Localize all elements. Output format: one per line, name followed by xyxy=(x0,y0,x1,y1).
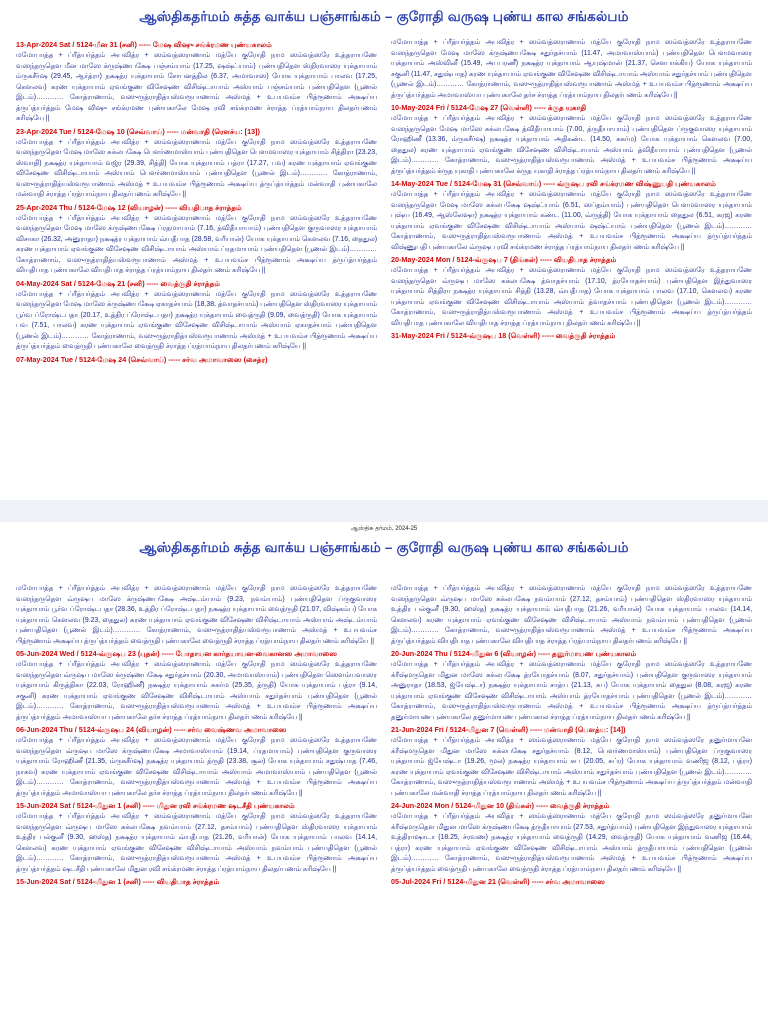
sankalpam-entry xyxy=(16,723,377,799)
entry-date-heading: 07-May-2024 Tue / 5124-மேஷ 24 (செவ்வாய்) ----- சர்வ அமாவாஸை (சைத்ர) xyxy=(16,354,268,364)
entry-body-text: மமோபாத்த + ப்ரீத்யர்த்தம் அபவித்ர + ஸம்வத்ஸராணாம் மத்யே குரோதி நாம ஸம்வத்ஸரே உத்தராயணே வஸந்தருதௌ மேஷ மாஸே க்ருஷ்ணபக்ஷே சதுர்தச்யாம் (11.47, அமாவாஸ்யாம்) புண்யதிதௌ பௌமவாஸர யுக்தாயாம் அஸ்வினீ (15.49, அபபரணீ) நக்ஷத்ர யுக்தாயாம் ஆயுஷ்மான் (21.37, சௌபாக்கிய) யோக யுக்தாயாம் சகுனி (11.47, சதுஷ்பாத) கரண யுக்தாயாம் ஏவங்குண விசேஷண விசிஷ்டாயாம் அஸ்யாம் சதுர்தச்யாம் புண்யதிதௌ (பூணல் இடம்)………… கோத்ராணாம், வஸுருத்ராதித்யஸ்வரூபாணாம் அஸ்மத் + உபயவம்ச பித்ரூணாம் அக்ஷய்ய த்ருப்த்யர்த்தம் அமாவாஸ்யா புண்யகாலே தர்ச ச்ராத்த ப்ரத்யாம்நாய திலதர்பணம் கரிஷ்யே || xyxy=(391,39,752,99)
entry-date-heading: 04-May-2024 Sat / 5124-மேஷ 21 (சனி) ----- வைத்ருதி ச்ராத்தம் xyxy=(16,278,221,288)
sankalpam-entry xyxy=(16,277,377,353)
sankalpam-entry xyxy=(391,875,752,888)
entry-date-heading: 10-May-2024 Fri / 5124-மேஷ 27 (வெள்ளி) ----- க்ருத யுகாதி xyxy=(391,103,587,112)
entry-body-text: மமோபாத்த + ப்ரீத்யர்த்தம் அபவித்ர + ஸம்வத்ஸராணாம் மத்யே குரோதி நாம ஸம்வத்ஸரே உத்தராயணே வஸந்தருதௌ வ்ருஷப மாஸே சுக்லபக்ஷே த்வாதச்யாம் (17.10, த்ரயோதச்யாம்) புண்யதிதௌ இந்துவாஸர யுக்தாயாம் சித்திரா நக்ஷத்ர யுக்தாயாம் சித்தி (13.28, வ்யதீபாத) யோக யுக்தாயாம் பாலவ (17.10, கௌலவ) கரண யுக்தாயாம் ஏவங்குண விசேஷண விசிஷ்டாயாம் அஸ்யாம் த்வாதச்யாம் புண்யதிதௌ (பூணல் இடம்)………… கோத்ராணாம், வஸுருத்ராதித்யஸ்வரூபாணாம் அஸ்மத் + உபயவம்ச பித்ரூணாம் அக்ஷய்ய த்ருப்த்யர்த்தம் வியதிபாத புண்யகாலே வியதிபாத ச்ராத்த ப்ரத்யாம்நாய திலதர்பணம் கரிஷ்யே || xyxy=(391,267,752,327)
sankalpam-entry xyxy=(16,38,377,125)
entry-date-heading: 31-May-2024 Fri / 5124-வ்ருஷப 18 (வெள்ளி) ----- வைத்ருதி ச்ராத்தம் xyxy=(391,331,616,340)
sankalpam-entry xyxy=(16,353,377,366)
entry-date-heading: 23-Apr-2024 Tue / 5124-மேஷ 10 (செவ்வாய்) ----- மன்வாதி (ரௌச்ய: [13]) xyxy=(16,126,260,136)
entry-body-text: மமோபாத்த + ப்ரீத்யர்த்தம் அபவித்ர + ஸம்வத்ஸராணாம் மத்யே குரோதி நாம ஸம்வத்ஸரே உத்தராயணே வஸந்தருதௌ மேஷ மாஸே சுக்லபக்ஷே ஷஷ்ட்யாம் (6.51, ஸப்தம்யாம்) புண்யதிதௌ பௌமவாஸர யுக்தாயாம் புஷ்ய (16.49, ஆஸ்லேஷா) நக்ஷத்ர யுக்தாயாம் கண்ட (11.00, வ்ருத்தி) யோக யுக்தாயாம் தைதுல (6.51, கரஜ) கரண யுக்தாயாம் ஏவங்குண விசேஷண விசிஷ்டாயாம் அஸ்யாம் ஷஷ்ட்யாம் புண்யதிதௌ (பூணல் இடம்)………… கோத்ராணாம், வஸுருத்ராதித்யஸ்வரூபாணாம் அஸ்மத் + உபயவம்ச பித்ரூணாம் அக்ஷய்ய த்ருப்த்யர்த்தம் விஷ்ணுபதி புண்யகாலே வ்ருஷப ரவி சங்க்ரமண ச்ராத்த ப்ரத்யாம்நாய திலதர்பணம் கரிஷ்யே || xyxy=(391,191,752,251)
entry-body-text: மமோபாத்த + ப்ரீத்யர்த்தம் அபவித்ர + ஸம்வத்ஸராணாம் மத்யே குரோதி நாம ஸம்வத்ஸரே உத்தராயணே வஸந்தருதௌ மேஷ மாஸே க்ருஷ்ணபக்ஷே ஏகாதச்யாம் (18.38, த்வாதச்யாம்) புண்யதிதௌ ஸ்திரவாஸர யுக்தாயாம் பூர்வ ப்ரோஷ்டபதா (20.17, உத்திர ப்ரோஷ்டபதா) நக்ஷத்ர யுக்தாயாம் வைத்ருதி (9.09, வைத்ருதி) யோக யுக்தாயாம் பவ (7.51, பாலவ) கரண யுக்தாயாம் ஏவங்குண விசேஷண விசிஷ்டாயாம் அஸ்யாம் ஏகாதச்யாம் புண்யதிதௌ (பூணல் இடம்)………… கோத்ராணாம், வஸுருத்ராதித்யஸ்வரூபாணாம் அஸ்மத் + உபயவம்ச பித்ரூணாம் அக்ஷய்ய த்ருப்த்யர்த்தம் வைத்ருதி புண்யகாலே வைத்ருதி ச்ராத்த ப்ரத்யாம்நாய திலதர்பணம் கரிஷ்யே || xyxy=(16,290,377,350)
entry-date-heading: 05-Jun-2024 Wed / 5124-வ்ருஷப 23 (புதன்) ----- போதாயன கார்தயாயன-வைகானஸ அமாவாஸை xyxy=(16,649,338,658)
entry-date-heading: 25-Apr-2024 Thu / 5124-மேஷ 12 (வியாழன்) ----- வியதிபாத ச்ராத்தம் xyxy=(16,202,242,212)
sankalpam-entry xyxy=(16,875,377,888)
entry-body-text: மமோபாத்த + ப்ரீத்யர்த்தம் அபவித்ர + ஸம்வத்ஸராணாம் மத்யே குரோதி நாம ஸம்வத்ஸரே உத்தராயணே வஸந்தருதௌ மேஷ மாஸே க்ருஷ்ணபக்ஷே ப்ரதமாயாம் (7.16, த்விதீயாயாம்) புண்யதிதௌ குருவாஸர யுக்தாயாம் விசாகா (26.32, அனுராதா) நக்ஷத்ர யுக்தாயாம் வ்யதீபாத (28.58, வரீயான்) யோக யுக்தாயாம் கௌலவ (7.16, தைதுல) கரண யுக்தாயாம் ஏவங்குண விசேஷண விசிஷ்டாயாம் அஸ்யாம் ப்ரதமாயாம் புண்யதிதௌ (பூணல் இடம்)………… கோத்ராணாம், வஸுருத்ராதித்யஸ்வரூபாணாம் அஸ்மத் + உபயவம்ச பித்ரூணாம் அக்ஷய்ய த்ருப்த்யர்த்தம் வியதிபாத புண்யகாலே வியதிபாத ச்ராத்த ப்ரத்யாம்நாய திலதர்பணம் கரிஷ்யே || xyxy=(16,214,377,274)
sankalpam-entry xyxy=(391,101,752,177)
entry-body-text: மமோபாத்த + ப்ரீத்யர்த்தம் அபவித்ர + ஸம்வத்ஸராணாம் மத்யே குரோதி நாம ஸம்வத்ஸரே உத்தராயணே க்ரீஷ்மருதௌ மிதுன மாஸே சுக்லபக்ஷே த்ரயோதச்யாம் (8.07, சதுர்தச்யாம்) புண்யதிதௌ குருவாஸர யுக்தாயாம் அனுராதா (18.53, ஜ்யேஷ்டா) நக்ஷத்ர யுக்தாயாம் சாத்ய (21.13, சுப) யோக யுக்தாயாம் தைதுல (8.08, கரஜ) கரண யுக்தாயாம் ஏவங்குண விசேஷண விசிஷ்டாயாம் அஸ்யாம் த்ரயோதச்யாம் புண்யதிதௌ (பூணல் இடம்)………… கோத்ராணாம், வஸுருத்ராதித்யஸ்வரூபாணாம் அஸ்மத் + உபயவம்ச பித்ரூணாம் அக்ஷய்ய த்ருப்த்யர்த்தம் தனுர்மாயண புண்யகாலே தனுர்மாயண புண்யகால ச்ராத்த ப்ரத்யாம்நாய திலதர்பணம் கரிஷ்யே || xyxy=(391,661,752,721)
sankalpam-entry xyxy=(391,799,752,875)
sankalpam-entry xyxy=(16,201,377,277)
left-column xyxy=(16,584,377,1024)
running-header: ஆஸ்திக தர்மம், 2024-25 xyxy=(350,526,418,532)
entry-body-text: மமோபாத்த + ப்ரீத்யர்த்தம் அபவித்ர + ஸம்வத்ஸராணாம் மத்யே குரோதி நாம ஸம்வத்ஸரே உத்தராயணே வஸந்தருதௌ வ்ருஷப மாஸே சுக்லபக்ஷே நவம்யாம் (27.12, தசம்யாம்) புண்யதிதௌ ஸ்திரவாஸர யுக்தாயாம் உத்திர பல்குனீ (9.30, ஹஸ்த) நக்ஷத்ர யுக்தாயாம் வ்யதீபாத (21.26, வரீயான்) யோக யுக்தாயாம் பாலவ (14.14, கௌலவ) கரண யுக்தாயாம் ஏவங்குண விசேஷண விசிஷ்டாயாம் அஸ்யாம் நவம்யாம் புண்யதிதௌ (பூணல் இடம்)………… கோத்ராணாம், வஸுருத்ராதித்யஸ்வரூபாணாம் அஸ்மத் + உபயவம்ச பித்ரூணாம் அக்ஷய்ய த்ருப்த்யர்த்தம் ஷடசீதி புண்யகாலே மிதுன ரவி சங்க்ரமண ச்ராத்த ப்ரத்யாம்நாய திலதர்பணம் கரிஷ்யே || xyxy=(16,813,377,873)
sankalpam-entry xyxy=(391,38,752,101)
content-columns xyxy=(16,38,752,494)
entry-date-heading: 13-Apr-2024 Sat / 5124-மீன 31 (சனி) ----- மேஷ விஷு சங்க்ரமண புண்யகாலம் xyxy=(16,40,272,49)
entry-body-text: மமோபாத்த + ப்ரீத்யர்த்தம் அபவித்ர + ஸம்வத்ஸராணாம் மத்யே குரோதி நாம ஸம்வத்ஸரே உத்தராயணே வஸந்தருதௌ வ்ருஷப மாஸே க்ருஷ்ணபக்ஷே அமாவாஸ்யாம் (19.14, ப்ரதமாயாம்) புண்யதிதௌ குருவாஸர யுக்தாயாம் ரோஹிணீ (21.35, ம்ருகசீர்ஷ) நக்ஷத்ர யுக்தாயாம் த்ருதி (23.38, சூல) யோக யுக்தாயாம் சதுஷ்பாத (7.46, நாகவ) கரண யுக்தாயாம் ஏவங்குண விசேஷண விசிஷ்டாயாம் அஸ்யாம் அமாவாஸ்யாம் புண்யதிதௌ (பூணல் இடம்)………… கோத்ராணாம், வஸுருத்ராதித்யஸ்வரூபாணாம் அஸ்மத் + உபயவம்ச பித்ரூணாம் அக்ஷய்ய த்ருப்த்யர்த்தம் அமாவாஸ்யா புண்யகாலே தர்ச ச்ராத்த ப்ரத்யாம்நாய திலதர்பணம் கரிஷ்யே || xyxy=(16,737,377,797)
sankalpam-entry xyxy=(391,177,752,253)
right-column xyxy=(391,584,752,1024)
entry-body-text: மமோபாத்த + ப்ரீத்யர்த்தம் அபவித்ர + ஸம்வத்ஸராணாம் மத்யே குரோதி நாம ஸம்வத்ஸரே உத்தராயணே வஸந்தருதௌ மேஷ மாஸே சுக்லபக்ஷே பௌர்ணமாஸ்யாம் புண்யதிதௌ பௌமவாஸர யுக்தாயாம் சித்திரா (23.23, ஸ்வாதி) நக்ஷத்ர யுக்தாயாம் வஜ்ர (29.39, சித்தி) யோக யுக்தாயாம் பத்ரா (17.27, பவ) கரண யுக்தாயாம் ஏவங்குண விசேஷண விசிஷ்டாயாம் அஸ்யாம் பௌர்ணமாஸ்யாம் புண்யதிதௌ (பூணல் இடம்)………… கோத்ராணாம், வஸுருத்ராதித்யஸ்வரூபாணாம் அஸ்மத் + உபயவம்ச பித்ரூணாம் அக்ஷய்ய த்ருப்த்யர்த்தம் மன்வாதி புண்யகாலே மன்வாதி ச்ராத்த ப்ரத்யாம்நாய திலதர்பணம் கரிஷ்யே || xyxy=(16,138,377,198)
page-title: ஆஸ்திகதர்மம் சுத்த வாக்ய பஞ்சாங்கம் – குரோதி வருஷ புண்ய கால சங்கல்பம் xyxy=(139,540,629,555)
page-2 xyxy=(0,522,768,1024)
sankalpam-entry xyxy=(391,253,752,329)
entry-date-heading: 24-Jun-2024 Mon / 5124-மிதுன 10 (திங்கள்) ----- வைத்ருதி ச்ராத்தம் xyxy=(391,801,610,810)
entry-body-text: மமோபாத்த + ப்ரீத்யர்த்தம் அபவித்ர + ஸம்வத்ஸராணாம் மத்யே குரோதி நாம ஸம்வத்ஸரே உத்தராயணே வஸந்தருதௌ மீன மாஸே க்ருஷ்ணபக்ஷே பஞ்சம்யாம் (17.25, ஷஷ்ட்யாம்) புண்யதிதௌ ஸ்திரவாஸர யுக்தாயாம் ம்ருகசீர்ஷ (29.45, ஆர்த்ரா) நக்ஷத்ர யுக்தாயாம் சோபனத்தில (6.37, அமாவாஸ) யோக யுக்தாயாம் பாலவ (17.25, கௌலவ) கரண யுக்தாயாம் ஏவங்குண விசேஷண விசிஷ்டாயாம் அஸ்யாம் பஞ்சம்யாம் புண்யதிதௌ (பூணல் இடம்)………… கோத்ராணாம், வஸுருத்ராதித்யஸ்வரூபாணாம் அஸ்மத் + உபயவம்ச பித்ரூணாம் அக்ஷய்ய த்ருப்த்யர்த்தம் மேஷ விஷு சங்க்ரமண புண்யகாலே மேஷ ரவி சங்க்ரமண ச்ராத்த ப்ரத்யாம்நாய திலதர்பணம் கரிஷ்யே || xyxy=(16,52,377,122)
entry-date-heading: 06-Jun-2024 Thu / 5124-வ்ருஷப 24 (வியாழன்) ----- சர்வ வைஷ்ணவ அமாவாஸை xyxy=(16,725,287,734)
sankalpam-entry xyxy=(16,647,377,723)
entry-date-heading: 14-May-2024 Tue / 5124-மேஷ 31 (செவ்வாய்) ----- வ்ருஷப ரவி சங்க்ரமண விஷ்ணுபதி புண்யகாலம் xyxy=(391,179,716,188)
sankalpam-entry xyxy=(391,584,752,647)
left-column xyxy=(16,38,377,494)
page-separator xyxy=(0,500,768,522)
entry-body-text: மமோபாத்த + ப்ரீத்யர்த்தம் அபவித்ர + ஸம்வத்ஸராணாம் மத்யே குரோதி நாம ஸம்வத்ஸரே தனுர்மாயனே க்ரீஷ்மருதௌ மிதுன மாஸே க்ருஷ்ணபக்ஷே த்ருதீயாயாம் (27.53, சதுர்த்யாம்) புண்யதிதௌ இந்துவாஸர யுக்தாயாம் உத்திராஷாடா (18.25, ச்ரவண) நக்ஷத்ர யுக்தாயாம் வைத்ருதி (14.29, வைத்ருதி) யோக யுக்தாயாம் வணிஜ (16.44, பத்ரா) கரண யுக்தாயாம் ஏவங்குண விசேஷண விசிஷ்டாயாம் அஸ்யாம் த்ருதீயாயாம் புண்யதிதௌ (பூணல் இடம்)………… கோத்ராணாம், வஸுருத்ராதித்யஸ்வரூபாணாம் அஸ்மத் + உபயவம்ச பித்ரூணாம் அக்ஷய்ய த்ருப்த்யர்த்தம் வைத்ருதி புண்யகாலே வைத்ருதி ச்ராத்த ப்ரத்யாம்நாய திலதர்பணம் கரிஷ்யே || xyxy=(391,813,752,873)
sankalpam-entry xyxy=(391,723,752,799)
entry-date-heading: 15-Jun-2024 Sat / 5124-மிதுன 1 (சனி) ----- வியதிபாத ச்ராத்தம் xyxy=(16,877,220,886)
entry-body-text: மமோபாத்த + ப்ரீத்யர்த்தம் அபவித்ர + ஸம்வத்ஸராணாம் மத்யே குரோதி நாம ஸம்வத்ஸரே உத்தராயணே வஸந்தருதௌ மேஷ மாஸே சுக்லபக்ஷே த்விதீயாயாம் (7.00, த்ருதீயாயாம்) புண்யதிதௌ ப்ருகுவாஸர யுக்தாயாம் ரோஹிணீ (13.36, ம்ருகசீர்ஷ) நக்ஷத்ர யுக்தாயாம் அதிகண்ட (14.50, சுகர்ம) யோக யுக்தாயாம் கௌலவ (7.00, தைதுல) கரண யுக்தாயாம் ஏவங்குண விசேஷண விசிஷ்டாயாம் அஸ்யாம் த்விதீயாயாம் புண்யதிதௌ (பூணல் இடம்)………… கோத்ராணாம், வஸுருத்ராதித்யஸ்வரூபாணாம் அஸ்மத் + உபயவம்ச பித்ரூணாம் அக்ஷய்ய த்ருப்த்யர்த்தம் க்ருத யுகாதி புண்யகாலே க்ருத யுகாதி ச்ராத்த ப்ரத்யாம்நாய திலதர்பணம் கரிஷ்யே || xyxy=(391,115,752,175)
entry-date-heading: 20-May-2024 Mon / 5124-வ்ருஷப 7 (திங்கள்) ----- வியதிபாத ச்ராத்தம் xyxy=(391,255,617,264)
entry-date-heading: 15-Jun-2024 Sat / 5124-மிதுன 1 (சனி) ----- மிதுன ரவி சங்க்ரமண ஷடசீதி புண்யகாலம் xyxy=(16,801,295,810)
sankalpam-entry xyxy=(16,799,377,875)
entry-date-heading: 20-Jun-2024 Thu / 5124-மிதுன 6 (வியாழன்) ----- தனுர்மாயண புண்யகாலம் xyxy=(391,649,637,658)
entry-body-text: மமோபாத்த + ப்ரீத்யர்த்தம் அபவித்ர + ஸம்வத்ஸராணாம் மத்யே குரோதி நாம ஸம்வத்ஸரே உத்தராயணே வஸந்தருதௌ வ்ருஷப மாஸே சுக்லபக்ஷே நவம்யாம் (27.12, தசம்யாம்) புண்யதிதௌ ஸ்திரவாஸர யுக்தாயாம் உத்திர பல்குனீ (9.30, ஹஸ்த) நக்ஷத்ர யுக்தாயாம் வ்யதீபாத (21.26, வரீயான்) யோக யுக்தாயாம் பாலவ (14.14, கௌலவ) கரண யுக்தாயாம் ஏவங்குண விசேஷண விசிஷ்டாயாம் அஸ்யாம் நவம்யாம் புண்யதிதௌ (பூணல் இடம்)………… கோத்ராணாம், வஸுருத்ராதித்யஸ்வரூபாணாம் அஸ்மத் + உபயவம்ச பித்ரூணாம் அக்ஷய்ய த்ருப்த்யர்த்தம் வியதிபாத புண்யகாலே வியதிபாத ச்ராத்த ப்ரத்யாம்நாய திலதர்பணம் கரிஷ்யே || xyxy=(391,585,752,645)
page-title: ஆஸ்திகதர்மம் சுத்த வாக்ய பஞ்சாங்கம் – குரோதி வருஷ புண்ய கால சங்கல்பம் xyxy=(139,9,629,24)
sankalpam-entry xyxy=(16,584,377,647)
sankalpam-entry xyxy=(391,647,752,723)
page-1 xyxy=(0,0,768,501)
content-columns xyxy=(16,584,752,1024)
entry-body-text: மமோபாத்த + ப்ரீத்யர்த்தம் அபவித்ர + ஸம்வத்ஸராணாம் மத்யே குரோதி நாம ஸம்வத்ஸரே உத்தராயணே வஸந்தருதௌ வ்ருஷப மாஸே க்ருஷ்ணபக்ஷே அஷ்டம்யாம் (9.23, நவம்யாம்) புண்யதிதௌ ப்ருகுவாஸர யுக்தாயாம் பூர்வ ப்ரோஷ்டபதா (28.36, உத்திர ப்ரோஷ்டபதா) நக்ஷத்ர யுக்தாயாம் வைத்ருதி (21.07, விஷ்கம்ப) யோக யுக்தாயாம் கௌலவ (9.23, தைதுல) கரண யுக்தாயாம் ஏவங்குண விசேஷண விசிஷ்டாயாம் அஸ்யாம் அஷ்டம்யாம் புண்யதிதௌ (பூணல் இடம்)………… கோத்ராணாம், வஸுருத்ராதித்யஸ்வரூபாணாம் அஸ்மத் + உபயவம்ச பித்ரூணாம் அக்ஷய்ய த்ருப்த்யர்த்தம் வைத்ருதி புண்யகாலே வைத்ருதி ச்ராத்த ப்ரத்யாம்நாய திலதர்பணம் கரிஷ்யே || xyxy=(16,585,377,645)
entry-body-text: மமோபாத்த + ப்ரீத்யர்த்தம் அபவித்ர + ஸம்வத்ஸராணாம் மத்யே குரோதி நாம ஸம்வத்ஸரே உத்தராயணே வஸந்தருதௌ வ்ருஷப மாஸே க்ருஷ்ணபக்ஷே சதுர்தச்யாம் (20.30, அமாவாஸ்யாம்) புண்யதிதௌ ஸௌம்யவாஸர யுக்தாயாம் கிருத்திகா (22.03, ரோஹிணீ) நக்ஷத்ர யுக்தாயாம் சுகர்ம (25.35, த்ருதி) யோக யுக்தாயாம் பத்ரா (9.14, சகுனி) கரண யுக்தாயாம் ஏவங்குண விசேஷண விசிஷ்டாயாம் அஸ்யாம் சதுர்தச்யாம் புண்யதிதௌ (பூணல் இடம்)………… கோத்ராணாம், வஸுருத்ராதித்யஸ்வரூபாணாம் அஸ்மத் + உபயவம்ச பித்ரூணாம் அக்ஷய்ய த்ருப்த்யர்த்தம் அமாவாஸ்யா புண்யகாலே தர்ச ச்ராத்த ப்ரத்யாம்நாய திலதர்பணம் கரிஷ்யே || xyxy=(16,661,377,721)
sankalpam-entry xyxy=(16,125,377,201)
sankalpam-entry xyxy=(391,329,752,342)
right-column xyxy=(391,38,752,494)
entry-date-heading: 21-Jun-2024 Fri / 5124-மிதுன 7 (வெள்ளி) ----- மன்வாதி (பௌத்ய: [14]) xyxy=(391,725,626,734)
entry-body-text: மமோபாத்த + ப்ரீத்யர்த்தம் அபவித்ர + ஸம்வத்ஸராணாம் மத்யே குரோதி நாம ஸம்வத்ஸரே தனுர்மாயனே க்ரீஷ்மருதௌ மிதுன மாஸே சுக்லபக்ஷே சதுர்தச்யாம் (8.12, பௌர்ணமாஸ்யாம்) புண்யதிதௌ ப்ருகுவாஸர யுக்தாயாம் ஜ்யேஷ்டா (19.26, மூல) நக்ஷத்ர யுக்தாயாம் சுப (20.05, சுப்ர) யோக யுக்தாயாம் வணிஜ (8.12, பத்ரா) கரண யுக்தாயாம் ஏவங்குண விசேஷண விசிஷ்டாயாம் அஸ்யாம் சதுர்தச்யாம் புண்யதிதௌ (பூணல் இடம்)………… கோத்ராணாம், வஸுருத்ராதித்யஸ்வரூபாணாம் அஸ்மத் + உபயவம்ச பித்ரூணாம் அக்ஷய்ய த்ருப்த்யர்த்தம் மன்வாதி புண்யகாலே மன்வாதி ச்ராத்த ப்ரத்யாம்நாய திலதர்பணம் கரிஷ்யே || xyxy=(391,737,752,797)
entry-date-heading: 05-Jul-2024 Fri / 5124-மிதுன 21 (வெள்ளி) ----- சர்வ அமாவாஸை xyxy=(391,877,605,886)
